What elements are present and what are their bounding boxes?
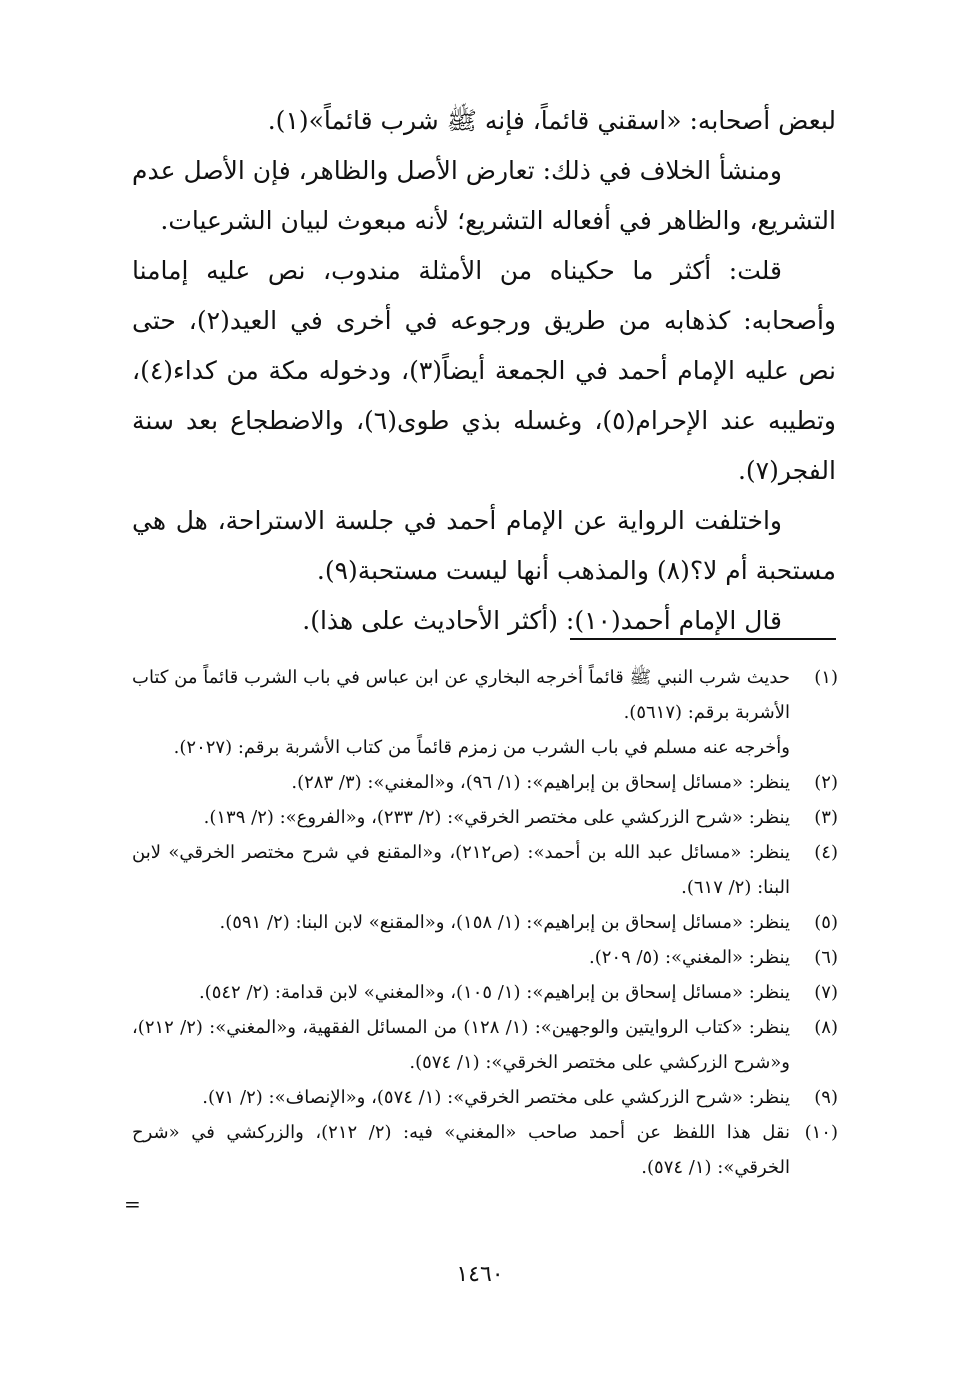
footnote-text: ينظر: «كتاب الروايتين والوجهين»: (١/ ١٢٨) من المسائل الفقهية، و«المغني»: (٢/ ٢١٢)، و«شرح الزركشي على مختصر الخرقي»: (١/ ٥٧٤).: [132, 1017, 790, 1073]
paragraph-5: قال الإمام أحمد(١٠): (أكثر الأحاديث على هذا).: [302, 606, 782, 635]
footnote-2: [132, 765, 838, 800]
footnote-text: ينظر: «شرح الزركشي على مختصر الخرقي»: (١/ ٥٧٤)، و«الإنصاف»: (٢/ ٧١).: [202, 1087, 790, 1108]
footnote-text: ينظر: «المغني»: (٥/ ٢٠٩).: [588, 947, 790, 968]
main-text: [132, 96, 836, 646]
footnote-text: نقل هذا اللفظ عن أحمد صاحب «المغني» فيه: (٢/ ٢١٢)، والزركشي في «شرح الخرقي»: (١/ ٥٧٤).: [132, 1122, 791, 1178]
footnote-number: (٦): [814, 947, 838, 968]
footnotes: [132, 660, 838, 1185]
footnote-8: [132, 1010, 838, 1080]
footnote-10: [132, 1115, 838, 1185]
footnote-number: (٢): [814, 772, 838, 793]
footnote-text: ينظر: «مسائل عبد الله بن أحمد»: (ص٢١٢)، و«المقنع في شرح مختصر الخرقي» لابن البنا: (٢/ ٦١٧).: [132, 842, 790, 898]
paragraph-2: ومنشأ الخلاف في ذلك: تعارض الأصل والظاهر، فإن الأصل عدم التشريع، والظاهر في أفعاله التشريع؛ لأنه مبعوث لبيان الشرعيات.: [132, 156, 836, 235]
footnote-number: (٩): [814, 1087, 838, 1108]
footnote-text: حديث شرب النبي ﷺ قائماً أخرجه البخاري عن ابن عباس في باب الشرب قائماً من كتاب الأشربة برقم: (٥٦١٧).: [132, 667, 790, 723]
paragraph-3: قلت: أكثر ما حكيناه من الأمثلة مندوب، نص عليه إمامنا وأصحابه: كذهابه من طريق ورجوعه في أخرى في العيد(٢)، حتى نص عليه الإمام أحمد في الجمعة أيضاً(٣)، ودخوله مكة من كداء(٤)، وتطيبه عند الإحرام(٥)، وغسله بذي طوى(٦)، والاضطجاع بعد سنة الفجر(٧).: [132, 256, 836, 485]
footnote-number: (٧): [814, 982, 838, 1003]
footnote-number: (٤): [814, 842, 838, 863]
footnote-number: (٨): [814, 1017, 838, 1038]
footnote-number: (٣): [814, 807, 838, 828]
footnote-divider: [570, 638, 836, 640]
footnote-1: [132, 660, 838, 730]
paragraph-4: واختلفت الرواية عن الإمام أحمد في جلسة الاستراحة، هل هي مستحبة أم لا؟(٨) والمذهب أنها ليست مستحبة(٩).: [132, 506, 836, 585]
footnote-continuation: وأخرجه عنه مسلم في باب الشرب من زمزم قائماً من كتاب الأشربة برقم: (٢٠٢٧).: [173, 737, 790, 758]
paragraph-1: لبعض أصحابه: «اسقني قائماً، فإنه ﷺ شرب قائماً»(١).: [267, 106, 836, 135]
footnote-text: ينظر: «مسائل إسحاق بن إبراهيم»: (١/ ٩٦)، و«المغني»: (٣/ ٢٨٣).: [291, 772, 790, 793]
footnote-text: ينظر: «شرح الزركشي على مختصر الخرقي»: (٢/ ٢٣٣)، و«الفروع»: (٢/ ١٣٩).: [203, 807, 790, 828]
footnote-7: [132, 975, 838, 1010]
footnote-5: [132, 905, 838, 940]
footnote-text: ينظر: «مسائل إسحاق بن إبراهيم»: (١/ ١٥٨)، و«المقنع» لابن البنا: (٢/ ٥٩١).: [219, 912, 790, 933]
footnote-6: [132, 940, 838, 975]
page-number: ١٤٦٠: [456, 1262, 504, 1287]
footnote-number: (١): [814, 667, 838, 688]
footnote-number: (١٠): [804, 1122, 838, 1143]
footnote-text: ينظر: «مسائل إسحاق بن إبراهيم»: (١/ ١٠٥)، و«المغني» لابن قدامة: (٢/ ٥٤٢).: [198, 982, 790, 1003]
footnote-4: [132, 835, 838, 905]
footnote-9: [132, 1080, 838, 1115]
continuation-mark: =: [124, 1192, 141, 1216]
footnote-number: (٥): [814, 912, 838, 933]
footnote-3: [132, 800, 838, 835]
